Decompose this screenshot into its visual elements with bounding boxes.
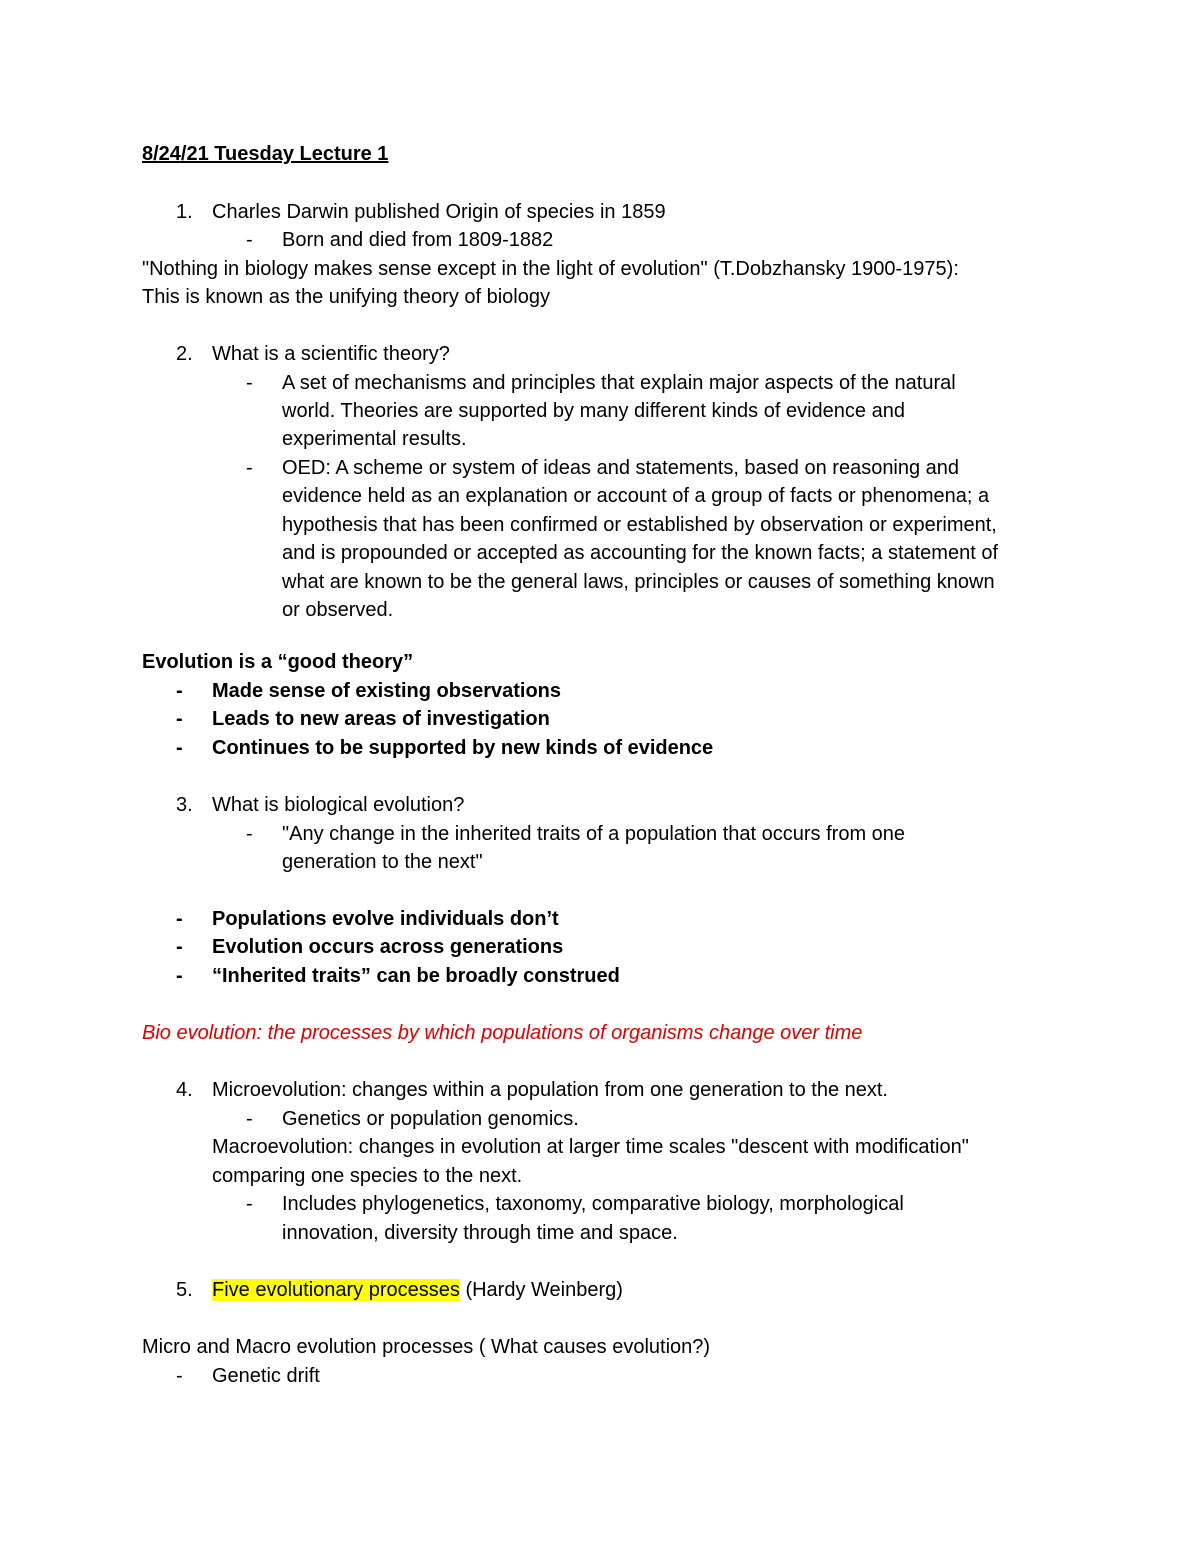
sub-bullet-text: Genetics or population genomics. — [282, 1108, 579, 1130]
section-title: Micro and Macro evolution processes ( What causes evolution?) — [142, 1336, 711, 1358]
bullet-marker: - — [176, 708, 183, 730]
text-continuation: (Hardy Weinberg) — [459, 1279, 623, 1301]
quote-line: "Nothing in biology makes sense except in the light of evolution" (T.Dobzhansky 1900-1975): — [142, 258, 959, 280]
sub-bullet-text: Includes phylogenetics, taxonomy, comparative biology, morphological — [282, 1193, 904, 1215]
list-item-text: Microevolution: changes within a population from one generation to the next. — [212, 1079, 888, 1101]
sub-bullet-text: evidence held as an explanation or account of a group of facts or phenomena; a — [282, 485, 990, 507]
macro-text: Macroevolution: changes in evolution at larger time scales "descent with modification" — [212, 1136, 969, 1158]
list-number: 2. — [176, 343, 193, 365]
sub-bullet-text: generation to the next" — [282, 851, 483, 873]
list-number: 5. — [176, 1279, 193, 1301]
bullet-text: Genetic drift — [212, 1365, 320, 1387]
sub-bullet: - — [246, 823, 253, 845]
bullet-marker: - — [176, 680, 183, 702]
list-number: 1. — [176, 201, 193, 223]
sub-bullet: - — [246, 372, 253, 394]
bullet-text: Made sense of existing observations — [212, 680, 561, 702]
sub-bullet: - — [246, 1108, 253, 1130]
macro-text: comparing one species to the next. — [212, 1165, 523, 1187]
sub-bullet-text: what are known to be the general laws, principles or causes of something known — [282, 571, 995, 593]
list-item-text — [212, 1276, 623, 1304]
bullet-text: Leads to new areas of investigation — [212, 708, 550, 730]
bullet-marker: - — [176, 965, 183, 987]
sub-bullet-text: A set of mechanisms and principles that explain major aspects of the natural — [282, 372, 956, 394]
section-title: Evolution is a “good theory” — [142, 651, 414, 673]
sub-bullet-text: innovation, diversity through time and space. — [282, 1222, 678, 1244]
lecture-heading: 8/24/21 Tuesday Lecture 1 — [142, 143, 389, 165]
sub-bullet-text: or observed. — [282, 599, 394, 621]
sub-bullet-text: hypothesis that has been confirmed or established by observation or experiment, — [282, 514, 997, 536]
sub-bullet-text: "Any change in the inherited traits of a population that occurs from one — [282, 823, 906, 845]
sub-bullet: - — [246, 229, 253, 251]
list-item-text: What is a scientific theory? — [212, 343, 450, 365]
bullet-marker: - — [176, 908, 183, 930]
sub-bullet-text: and is propounded or accepted as accounting for the known facts; a statement of — [282, 542, 999, 564]
sub-bullet-text: world. Theories are supported by many different kinds of evidence and — [282, 400, 905, 422]
list-number: 3. — [176, 794, 193, 816]
sub-bullet-text: OED: A scheme or system of ideas and statements, based on reasoning and — [282, 457, 960, 479]
bullet-text: “Inherited traits” can be broadly construed — [212, 965, 620, 987]
definition-text: Bio evolution: the processes by which populations of organisms change over time — [142, 1022, 863, 1044]
sub-bullet: - — [246, 457, 253, 479]
highlighted-text: Five evolutionary processes — [212, 1279, 460, 1301]
bullet-text: Evolution occurs across generations — [212, 936, 564, 958]
bullet-marker: - — [176, 737, 183, 759]
list-item-text: What is biological evolution? — [212, 794, 465, 816]
quote-line: This is known as the unifying theory of biology — [142, 286, 550, 308]
bullet-text: Continues to be supported by new kinds of evidence — [212, 737, 714, 759]
bullet-marker: - — [176, 936, 183, 958]
sub-bullet-text: experimental results. — [282, 428, 467, 450]
sub-bullet-text: Born and died from 1809-1882 — [282, 229, 554, 251]
sub-bullet: - — [246, 1193, 253, 1215]
list-number: 4. — [176, 1079, 193, 1101]
bullet-marker: - — [176, 1365, 183, 1387]
list-item-text: Charles Darwin published Origin of species in 1859 — [212, 201, 666, 223]
bullet-text: Populations evolve individuals don’t — [212, 908, 559, 930]
